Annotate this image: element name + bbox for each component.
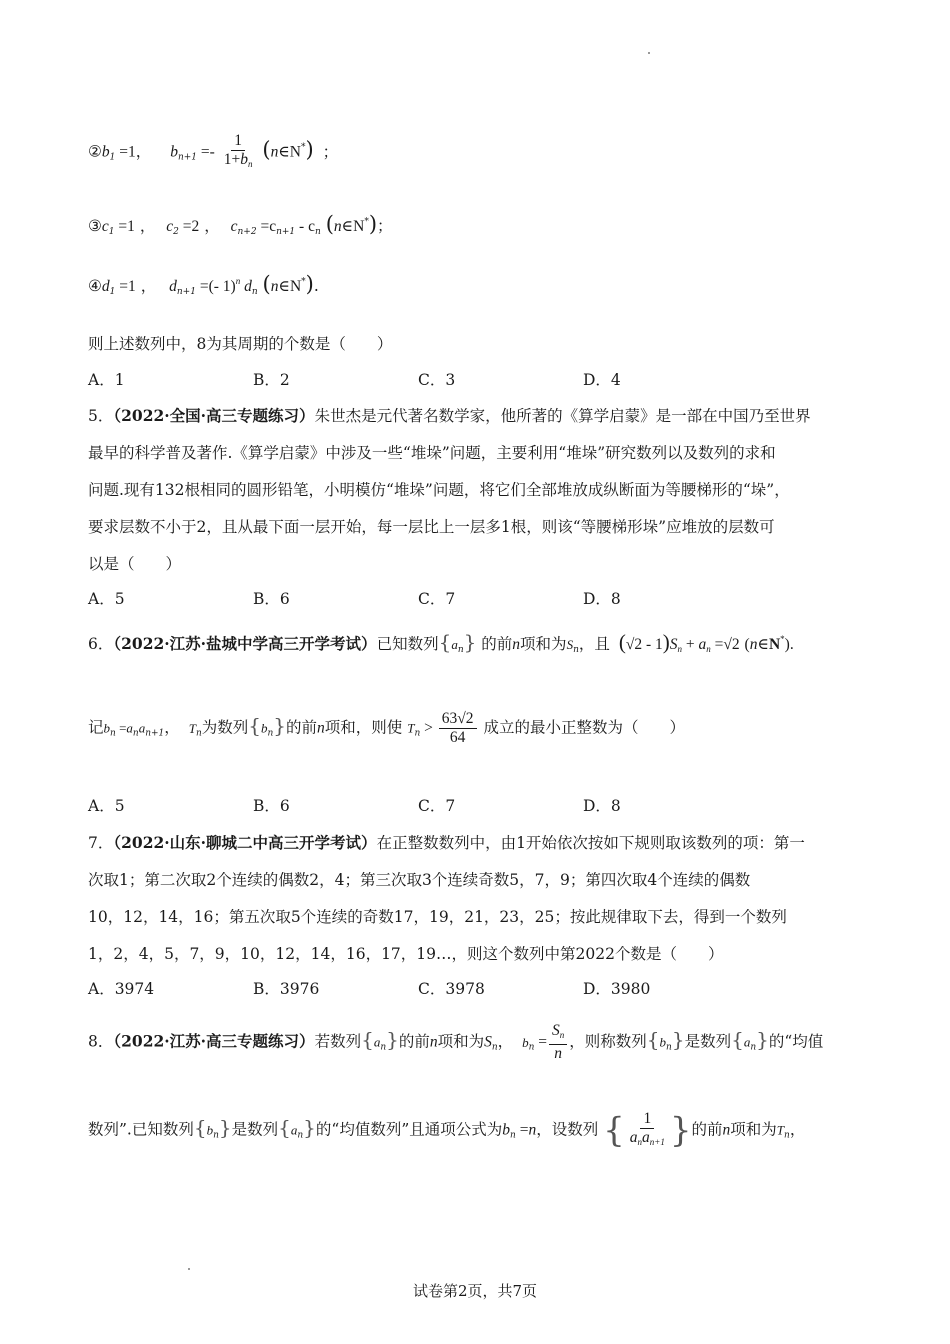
q5-option-d[interactable]: D．8 <box>583 590 621 608</box>
q5-text-1: 朱世杰是元代著名数学家，他所著的《算学启蒙》是一部在中国乃至世界 <box>314 407 811 425</box>
q4-option-c[interactable]: C．3 <box>418 371 456 389</box>
q4-option-b[interactable]: B．2 <box>253 371 290 389</box>
q4-prompt: 则上述数列中，8为其周期的个数是（ ） <box>88 335 393 353</box>
q6-number: 6． <box>88 635 114 653</box>
item-4-marker: ④ <box>88 277 102 295</box>
q6-source: （2022·江苏·盐城中学高三开学考试） <box>113 634 377 653</box>
q5-option-b[interactable]: B．6 <box>253 590 290 608</box>
q8-text: 若数列 <box>314 1032 362 1051</box>
q4-option-a[interactable]: A．1 <box>88 371 125 389</box>
q6-option-b[interactable]: B．6 <box>253 797 290 815</box>
q8-text: 的“均值数列”且通项公式为 <box>315 1120 503 1139</box>
q7-text-1: 在正整数数列中，由1开始依次按如下规则取该数列的项：第一 <box>376 834 805 852</box>
q6-text: 已知数列 <box>376 635 439 653</box>
item-3-line: $③c_1 =1$ ， $c_2 =2$ ， $c_{n+2} =c_{n+1} - c_n$ (n∈N*)； <box>88 212 393 237</box>
q8-text: 的“均值 <box>768 1032 824 1051</box>
q6-text: 成立的最小正整数为（ ） <box>483 718 685 737</box>
q5-number: 5． <box>88 407 114 425</box>
q6-option-a[interactable]: A．5 <box>88 797 125 815</box>
q8-text: 的前 <box>691 1120 723 1139</box>
q6-option-d[interactable]: D．8 <box>583 797 621 815</box>
q5-line-1 <box>88 404 811 426</box>
q7-option-d[interactable]: D．3980 <box>583 980 651 998</box>
q8-text: 的前 <box>398 1032 430 1051</box>
q8-text: 是数列 <box>684 1032 732 1051</box>
q8-text: 项和为 <box>730 1120 777 1139</box>
q7-number: 7． <box>88 834 114 852</box>
q5-line-5: 以是（ ） <box>88 555 182 573</box>
q7-line-4: 1，2，4，5，7，9，10，12，14，16，17，19…，则这个数列中第2022个数是（ ） <box>88 945 724 963</box>
q7-option-c[interactable]: C．3978 <box>418 980 485 998</box>
q6-text: 记 <box>88 718 104 737</box>
page-footer: 试卷第2页，共7页 <box>412 1282 538 1300</box>
q7-line-3: 10，12，14，16；第五次取5个连续的奇数17，19，21，23，25；按此规律取下去，得到一个数列 <box>88 908 787 926</box>
q5-line-2: 最早的科学普及著作.《算学启蒙》中涉及一些“堆垛”问题，主要利用“堆垛”研究数列以及数列的求和 <box>88 444 776 462</box>
q8-text: ，则称数列 <box>569 1032 647 1051</box>
q6-text: 项和为 <box>520 635 567 653</box>
q6-line-2: 记$b_n =a_na_{n+1}$， $T_n$为数列$\{b_n\}$的前n项和，则使 $T_n$ > $\frac{63√2}{64}$ 成立的最小正整数为（ ） <box>88 710 685 746</box>
q5-option-c[interactable]: C．7 <box>418 590 456 608</box>
q7-option-a[interactable]: A．3974 <box>88 980 155 998</box>
q5-option-a[interactable]: A．5 <box>88 590 125 608</box>
q8-text: 是数列 <box>231 1120 279 1139</box>
q8-text: ，设数列 <box>536 1120 599 1139</box>
q8-line-1: 8．（2022·江苏·高三专题练习）若数列$\{a_n\}$的前n项和为$S_n$， $b_n$ = $\frac{S_n}{n}$ ，则称数列$\{b_n\}$是数列$\{a_n\}$的“均值 <box>88 1022 824 1062</box>
q6-text: 的前 <box>481 635 513 653</box>
q7-line-1 <box>88 831 805 853</box>
q6-line-1: 6．（2022·江苏·盐城中学高三开学考试）已知数列$\{a_n\}$ 的前n项和为$S_n$，且 $(√2 - 1)S_n + a_n =√2$ (n∈N*). <box>88 630 794 655</box>
item-2-recurrence: $b_{n+1}$ =- $\frac{1}{1+b_n}$ (n∈N*) <box>170 132 314 169</box>
q5-source: （2022·全国·高三专题练习） <box>113 406 315 425</box>
q7-line-2: 次取1；第二次取2个连续的偶数2，4；第三次取3个连续奇数5，7，9；第四次取4个连续的偶数 <box>88 871 751 889</box>
q6-text: ，且 <box>578 635 610 653</box>
item-2-line: $②b_1 =1$， $b_{n+1}$ =- $\frac{1}{1+b_n}$ (n∈N*) ； <box>88 132 338 173</box>
q8-number: 8． <box>88 1032 114 1051</box>
q6-text: 的前 <box>286 718 318 737</box>
q5-line-3: 问题.现有132根相同的圆形铅笔，小明模仿“堆垛”问题，将它们全部堆放成纵断面为等腰梯形的“垛”， <box>88 481 790 499</box>
q7-source: （2022·山东·聊城二中高三开学考试） <box>113 833 377 852</box>
q7-option-b[interactable]: B．3976 <box>253 980 320 998</box>
q8-source: （2022·江苏·高三专题练习） <box>113 1031 315 1051</box>
q6-text: 为数列 <box>201 718 249 737</box>
scan-dot <box>648 52 650 54</box>
q8-line-2: 数列”.已知数列$\{b_n\}$是数列$\{a_n\}$的“均值数列”且通项公式为$b_n =n$，设数列 { $\frac{1}{a_na_{n+1}}$ }的前n项和为$T_n$， <box>88 1110 806 1151</box>
q4-option-d[interactable]: D．4 <box>583 371 621 389</box>
q6-text: 项和，则使 <box>324 718 403 737</box>
item-4-line: $④d_1 =1$ ， $d_{n+1}$ =(- 1)$^n$ $d_n$ (n∈N*). <box>88 272 319 297</box>
q6-option-c[interactable]: C．7 <box>418 797 456 815</box>
q8-text: 项和为 <box>437 1032 485 1051</box>
scan-dot <box>188 1268 190 1270</box>
item-3-marker: ③ <box>88 217 102 235</box>
q5-line-4: 要求层数不小于2，且从最下面一层开始，每一层比上一层多1根，则该“等腰梯形垛”应堆放的层数可 <box>88 518 775 536</box>
q8-text: 数列”.已知数列 <box>88 1120 194 1139</box>
item-2-marker: ② <box>88 142 102 161</box>
